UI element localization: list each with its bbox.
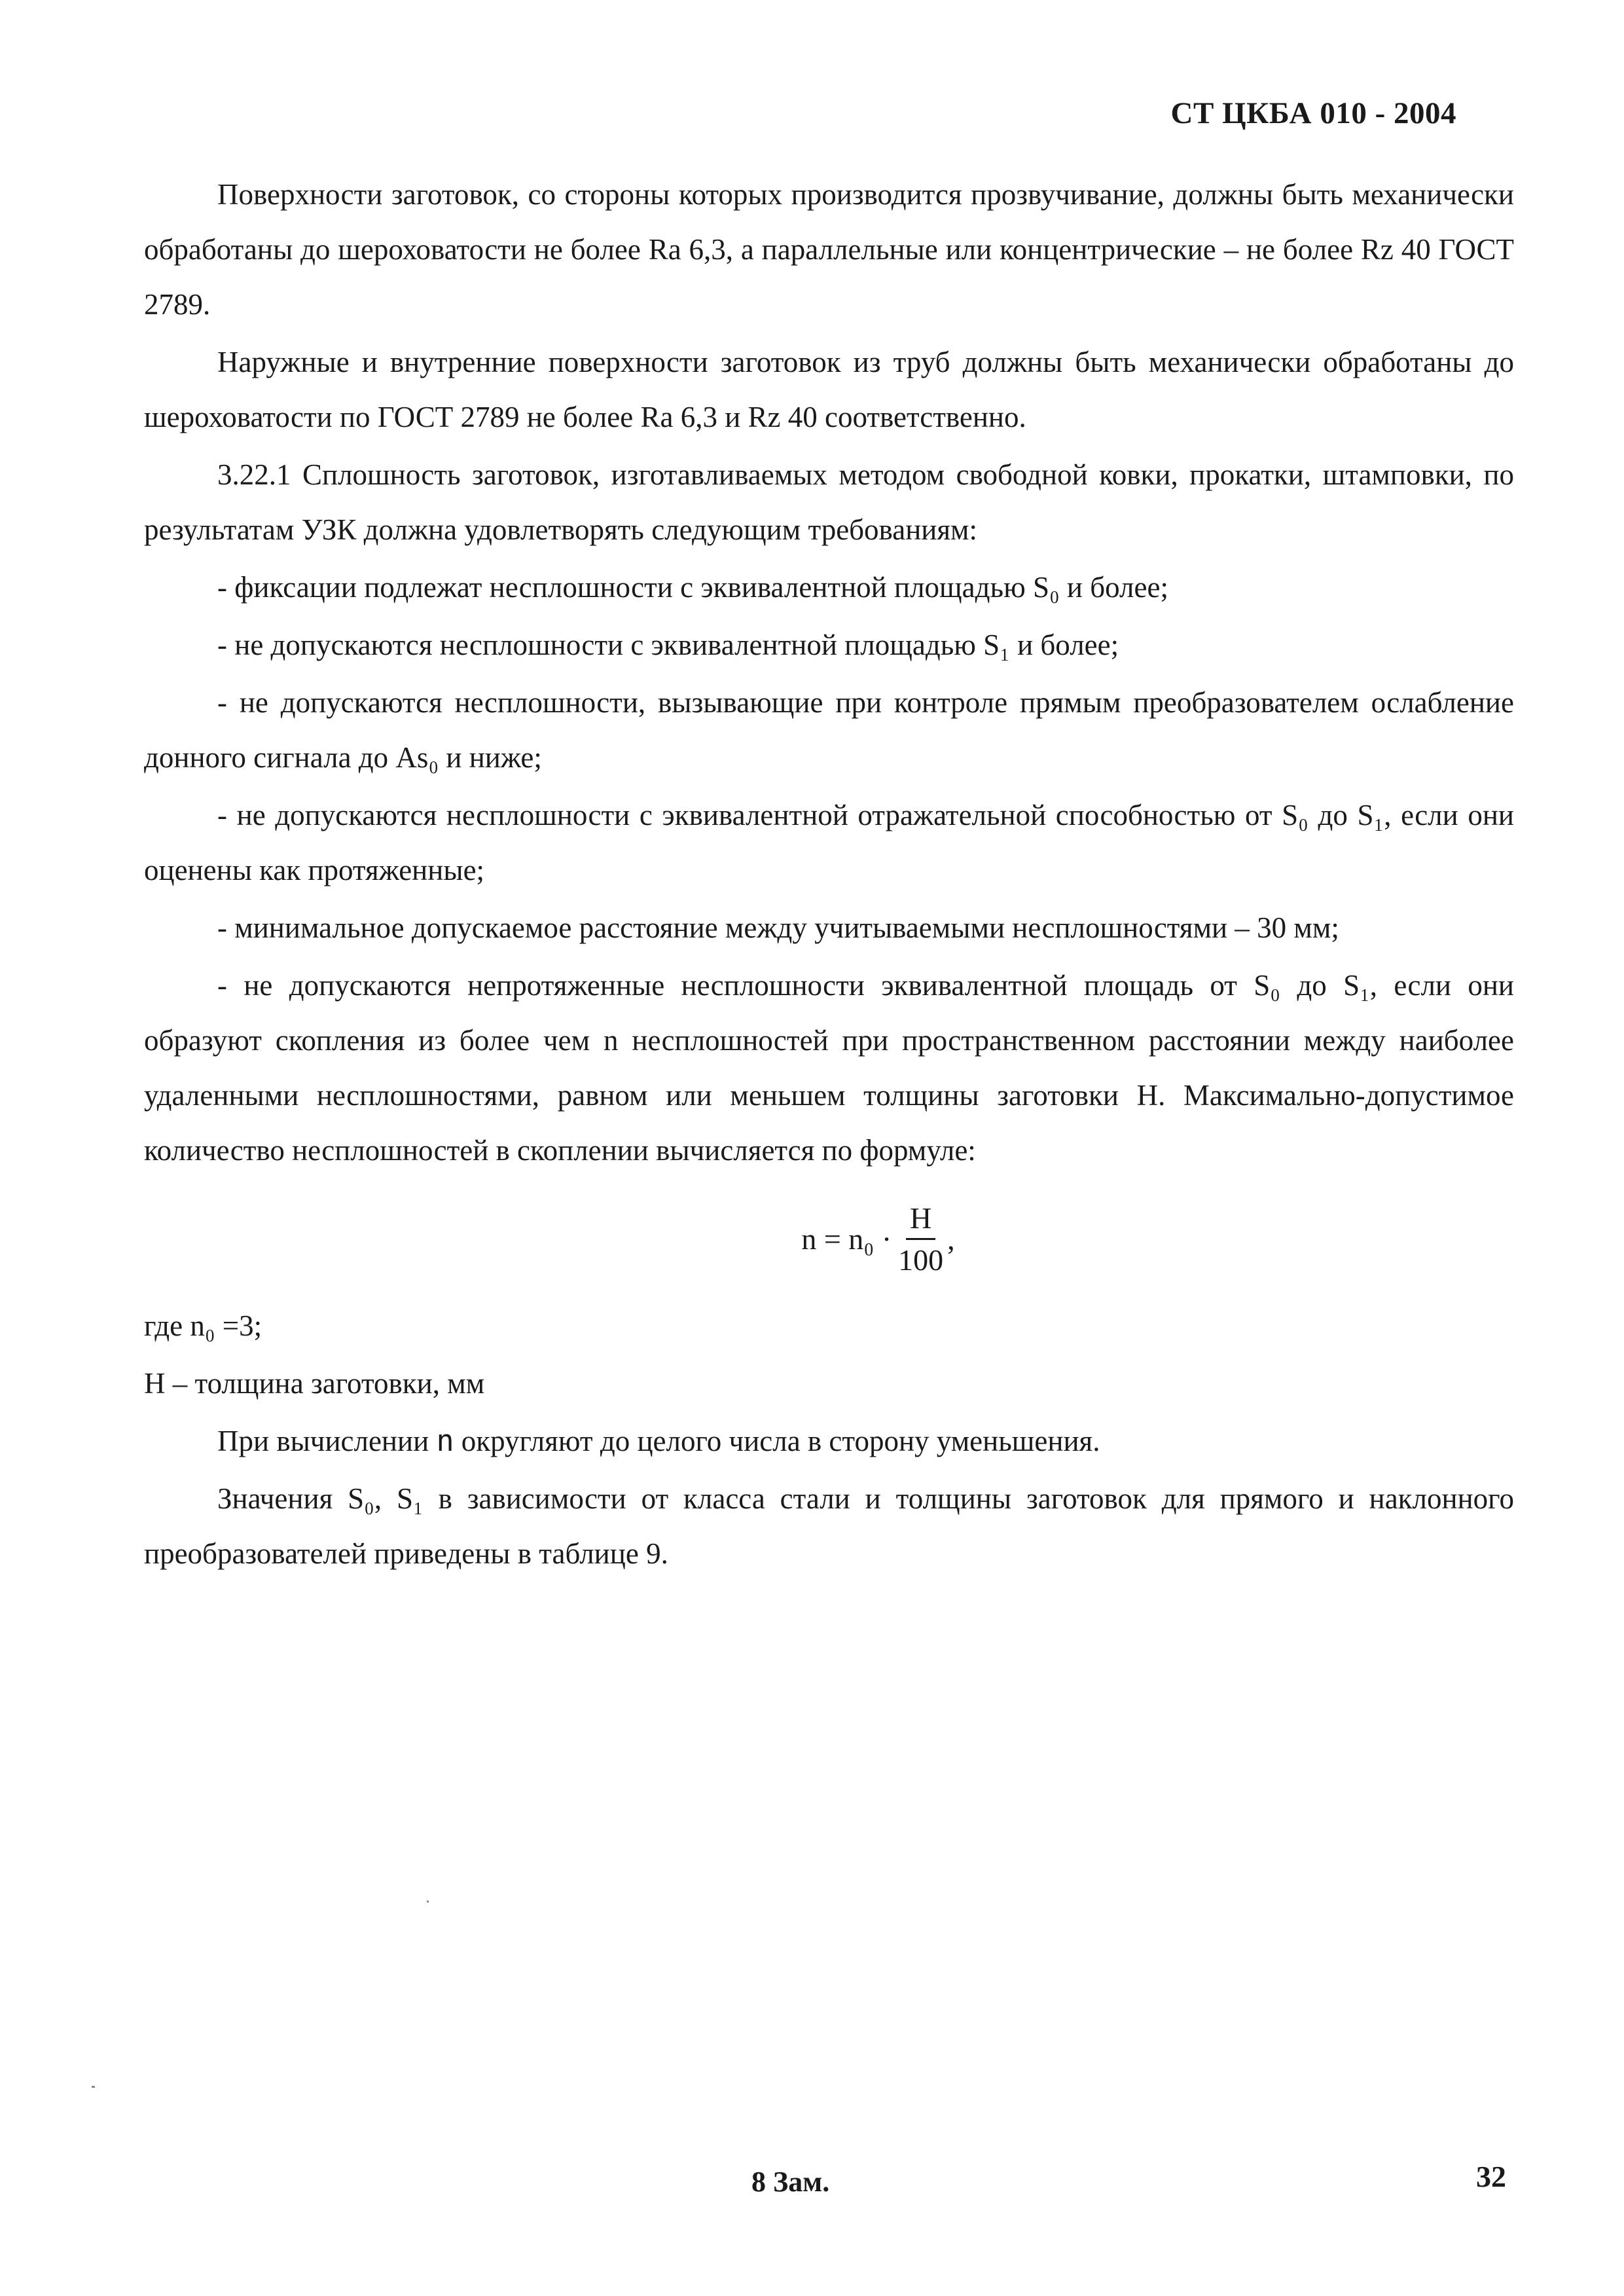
paragraph-3-22-1: 3.22.1 Сплошность заготовок, изготавливаемых методом свободной ковки, прокатки, штамповки, по результатам УЗК должна удовлетворять следующим требованиям: <box>144 458 1514 546</box>
footer-changes: 8 Зам. <box>751 2166 830 2198</box>
requirement-item: - не допускаются непротяженные несплошности эквивалентной площадь от S₀ до S₁, если они образуют скопления из более чем n несплошностей при пространственном расстоянии между наиболее удаленными несплошностями, равном или меньшем толщины заготовки Н. Максимально-допустимое количество несплошностей в скоплении вычисляется по формуле: <box>144 969 1514 1167</box>
formula-denominator: 100 <box>898 1243 944 1277</box>
scan-speck <box>92 2086 95 2088</box>
requirement-item: - не допускаются несплошности, вызывающие при контроле прямым преобразователем ослабление донного сигнала до As₀ и ниже; <box>144 686 1514 774</box>
rounding-suffix: округляют до целого числа в сторону уменьшения. <box>454 1425 1100 1457</box>
paragraph-rounding <box>144 1413 1514 1468</box>
requirement-item: - минимальное допускаемое расстояние между учитываемыми несплошностями – 30 мм; <box>217 911 1339 944</box>
document-body <box>144 167 1514 1584</box>
formula-numerator: H <box>906 1202 935 1240</box>
rounding-prefix: При вычислении <box>217 1425 437 1457</box>
formula-where: где n₀ =3; <box>144 1309 262 1342</box>
formula-lhs: n = n₀ · <box>801 1222 892 1256</box>
paragraph-values-table: Значения S₀, S₁ в зависимости от класса стали и толщины заготовок для прямого и наклонного преобразователей приведены в таблице 9. <box>144 1482 1514 1570</box>
requirement-item: - фиксации подлежат несплошности с эквивалентной площадью S₀ и более; <box>217 571 1168 604</box>
scan-speck <box>427 1901 429 1903</box>
formula-trailing: , <box>947 1222 955 1256</box>
paragraph-pipe-surfaces: Наружные и внутренние поверхности заготовок из труб должны быть механически обработаны до шероховатости по ГОСТ 2789 не более Ra 6,3 и Rz 40 соответственно. <box>144 346 1514 433</box>
requirement-item: - не допускаются несплошности с эквивалентной отражательной способностью от S₀ до S₁, если они оценены как протяженные; <box>144 799 1514 886</box>
document-code: СТ ЦКБА 010 - 2004 <box>1170 96 1456 130</box>
formula-h-definition: Н – толщина заготовки, мм <box>144 1367 485 1400</box>
page-number: 32 <box>1476 2160 1506 2193</box>
formula-fraction <box>898 1202 943 1277</box>
formula <box>242 1180 1514 1298</box>
rounding-n: n <box>436 1423 454 1458</box>
requirement-item: - не допускаются несплошности с эквивалентной площадью S₁ и более; <box>217 629 1119 661</box>
paragraph-surface-roughness: Поверхности заготовок, со стороны которых производится прозвучивание, должны быть механически обработаны до шероховатости не более Ra 6,3, а параллельные или концентрические – не более Rz 40 ГОСТ 2789. <box>144 178 1514 321</box>
